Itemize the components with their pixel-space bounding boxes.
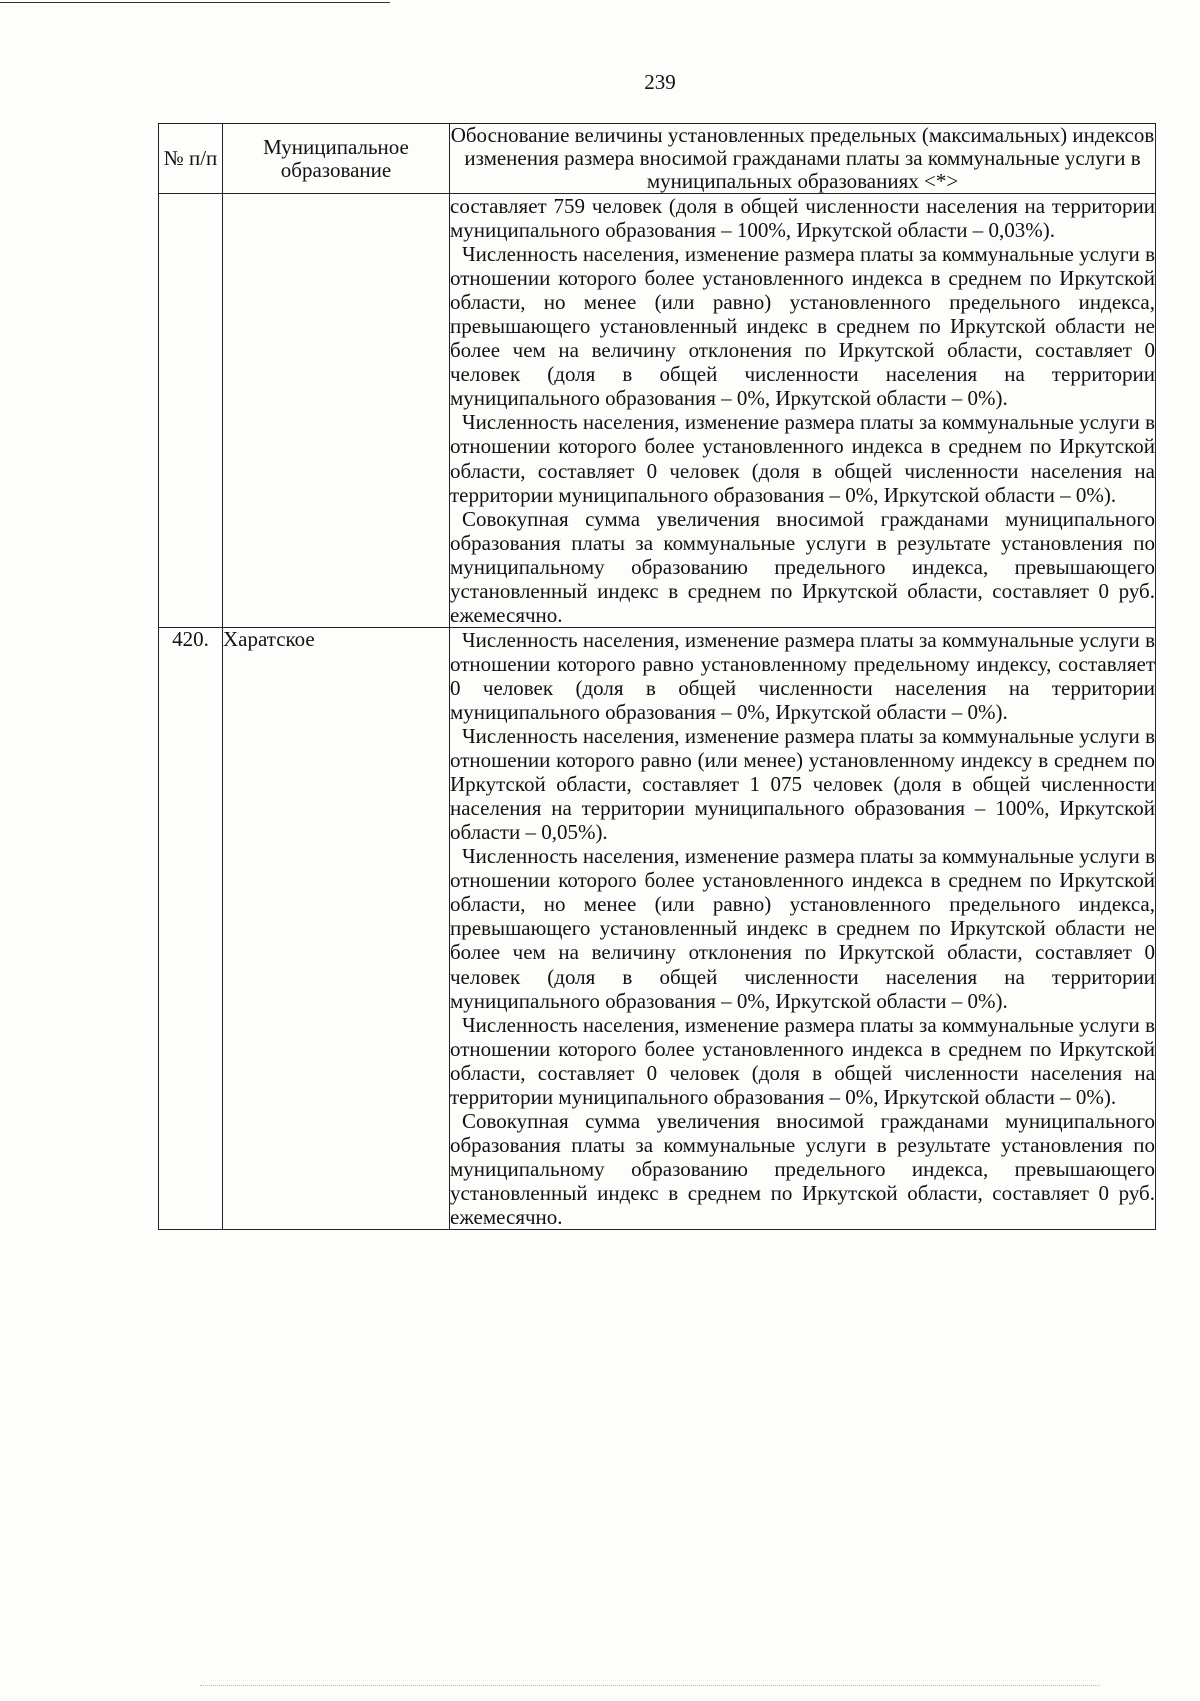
row-number — [159, 194, 223, 628]
table-row — [159, 194, 1156, 628]
justification-paragraph: Численность населения, изменение размера платы за коммунальные услуги в отношении которого более установленного индекса в среднем по Иркутской области, составляет 0 человек (доля в общей численности населения на территории муниципального образования – 0%, Иркутской области – 0%). — [450, 1012, 1155, 1109]
header-municipality: Муниципальное образование — [223, 124, 450, 194]
row-municipality: Харатское — [223, 627, 450, 1229]
justification-paragraph: составляет 759 человек (доля в общей численности населения на территории муниципального образования – 100%, Иркутской области – 0,03%). — [450, 194, 1155, 243]
justification-paragraph: Совокупная сумма увеличения вносимой гражданами муниципального образования платы за коммунальные услуги в результате установления по муниципальному образованию предельного индекса, превышающего установленный индекс в среднем по Иркутской области, составляет 0 руб. ежемесячно. — [450, 1108, 1155, 1229]
header-justification: Обоснование величины установленных предельных (максимальных) индексов изменения размера вносимой гражданами платы за коммунальные услуги в муниципальных образованиях <*> — [450, 123, 1155, 193]
justification-paragraph: Численность населения, изменение размера платы за коммунальные услуги в отношении которого более установленного индекса в среднем по Иркутской области, составляет 0 человек (доля в общей численности населения на территории муниципального образования – 0%, Иркутской области – 0%). — [450, 410, 1155, 507]
justification-paragraph: Численность населения, изменение размера платы за коммунальные услуги в отношении которого более установленного индекса в среднем по Иркутской области, но менее (или равно) установленного предельного индекса, превышающего установленный индекс в среднем по Иркутской области не более чем на величину отклонения по Иркутской области, составляет 0 человек (доля в общей численности населения на территории муниципального образования – 0%, Иркутской области – 0%). — [450, 242, 1155, 411]
justification-paragraph: Совокупная сумма увеличения вносимой гражданами муниципального образования платы за коммунальные услуги в результате установления по муниципальному образованию предельного индекса, превышающего установленный индекс в среднем по Иркутской области, составляет 0 руб. ежемесячно. — [450, 506, 1155, 627]
page-number: 239 — [644, 70, 676, 94]
row-number: 420. — [159, 627, 223, 1229]
scan-noise-line — [200, 1685, 1100, 1686]
top-rule — [0, 2, 390, 3]
row-justification — [450, 627, 1156, 1229]
justification-paragraph: Численность населения, изменение размера платы за коммунальные услуги в отношении которого равно (или менее) установленному индексу в среднем по Иркутской области, составляет 1 075 человек (доля в общей численности населения на территории муниципального образования – 100%, Иркутской области – 0,05%). — [450, 724, 1155, 845]
row-justification — [450, 194, 1156, 628]
justification-paragraph: Численность населения, изменение размера платы за коммунальные услуги в отношении которого более установленного индекса в среднем по Иркутской области, но менее (или равно) установленного предельного индекса, превышающего установленный индекс в среднем по Иркутской области не более чем на величину отклонения по Иркутской области, составляет 0 человек (доля в общей численности населения на территории муниципального образования – 0%, Иркутской области – 0%). — [450, 844, 1155, 1013]
row-municipality — [223, 194, 450, 628]
table-header-row — [159, 124, 1156, 194]
table-row — [159, 627, 1156, 1229]
justification-paragraph: Численность населения, изменение размера платы за коммунальные услуги в отношении которого равно установленному предельному индексу, составляет 0 человек (доля в общей численности населения на территории муниципального образования – 0%, Иркутской области – 0%). — [450, 627, 1155, 724]
header-number: № п/п — [159, 124, 223, 194]
justification-table — [158, 123, 1156, 1230]
